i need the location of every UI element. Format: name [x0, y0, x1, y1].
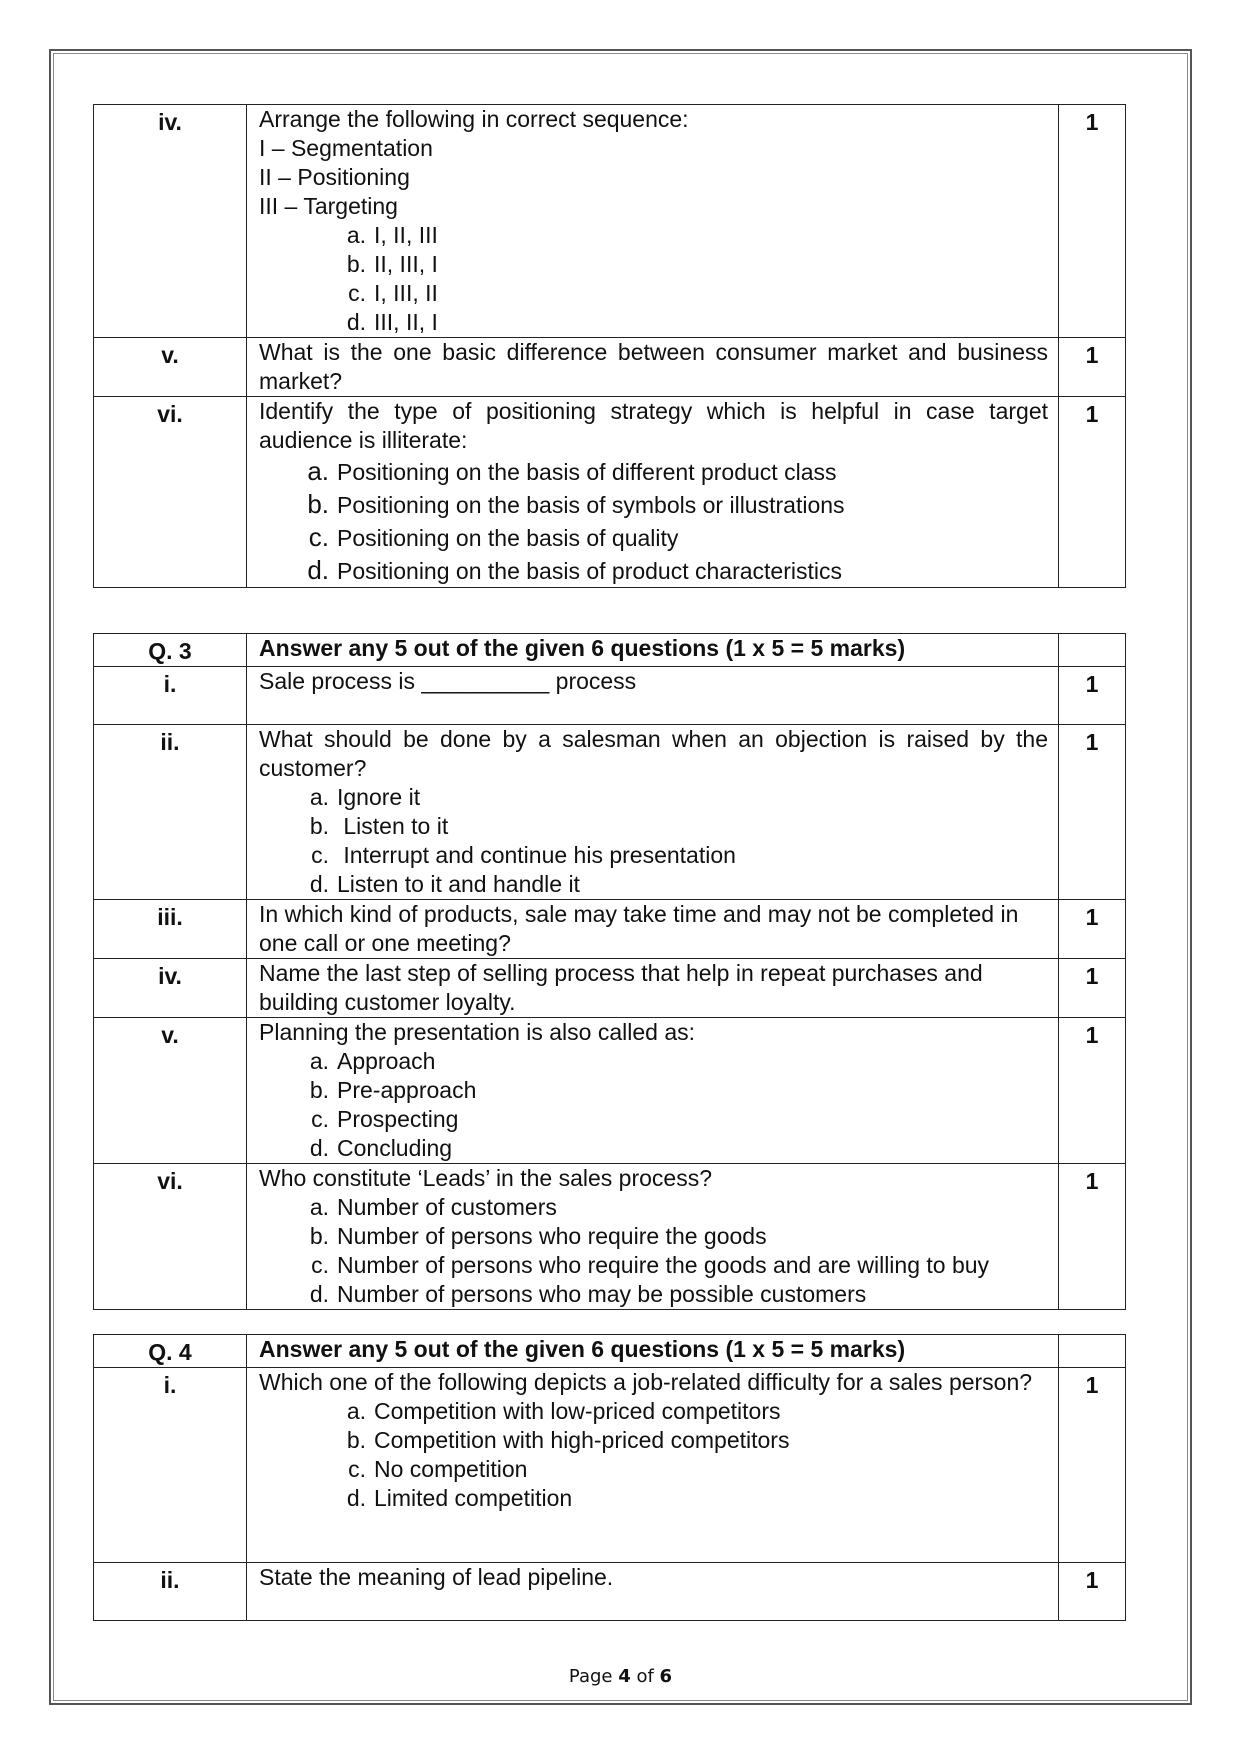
- question-line: I – Segmentation: [259, 135, 433, 161]
- option-text: I, III, II: [374, 280, 438, 306]
- section-header-row: [94, 1335, 1126, 1368]
- question-row: [94, 1164, 1126, 1310]
- question-text: Sale process is __________ process: [247, 667, 1059, 725]
- question-row: [94, 1563, 1126, 1621]
- option-letter: c.: [348, 1456, 366, 1482]
- question-row: [94, 105, 1126, 338]
- marks-cell: 1: [1059, 959, 1126, 1018]
- option-letter: b.: [309, 1223, 329, 1249]
- question-number: vi.: [94, 397, 247, 588]
- question-stem: Planning the presentation is also called as:: [259, 1019, 696, 1045]
- marks-cell: 1: [1059, 397, 1126, 588]
- page-footer: [0, 1666, 1241, 1687]
- total-page-count: 6: [659, 1666, 673, 1687]
- option-letter: d.: [309, 1281, 329, 1307]
- question-text: [247, 1368, 1059, 1563]
- q2-continuation-table: [93, 104, 1126, 588]
- option-letter: b.: [346, 1427, 366, 1453]
- marks-cell: [1059, 1335, 1126, 1368]
- option-text: Limited competition: [374, 1485, 573, 1511]
- question-row: [94, 1368, 1126, 1563]
- option-text: Listen to it and handle it: [337, 871, 580, 897]
- option-item: [259, 221, 1048, 250]
- question-text: Name the last step of selling process that help in repeat purchases and building customer loyalty.: [247, 959, 1059, 1018]
- question-text: [247, 725, 1059, 900]
- question-text: [247, 397, 1059, 588]
- option-item: [259, 1484, 1048, 1513]
- option-letter: a.: [346, 222, 366, 248]
- option-letter: d.: [346, 1485, 366, 1511]
- question-number: iv.: [94, 959, 247, 1018]
- question-row: [94, 397, 1126, 588]
- option-letter: b.: [309, 813, 329, 839]
- footer-mid: of: [630, 1666, 660, 1687]
- option-letter: c.: [308, 522, 329, 552]
- option-letter: a.: [309, 784, 329, 810]
- question-line: Arrange the following in correct sequence:: [259, 106, 689, 132]
- options-list: [259, 783, 1048, 899]
- option-item: [259, 1251, 1048, 1280]
- question-number: iv.: [94, 105, 247, 338]
- question-row: [94, 725, 1126, 900]
- option-text: Positioning on the basis of different product class: [337, 459, 837, 485]
- question-row: [94, 667, 1126, 725]
- option-item: [259, 1397, 1048, 1426]
- option-item: [259, 521, 1048, 554]
- option-text: Interrupt and continue his presentation: [337, 842, 736, 868]
- option-item: [259, 783, 1048, 812]
- question-number: v.: [94, 1018, 247, 1164]
- option-item: [259, 841, 1048, 870]
- current-page-number: 4: [618, 1666, 631, 1687]
- option-item: [259, 250, 1048, 279]
- option-item: [259, 1222, 1048, 1251]
- question-text: What is the one basic difference between consumer market and business market?: [247, 338, 1059, 397]
- footer-prefix: Page: [568, 1666, 619, 1687]
- question-text: [247, 105, 1059, 338]
- question-row: [94, 338, 1126, 397]
- option-letter: a.: [346, 1398, 366, 1424]
- option-letter: d.: [307, 555, 329, 585]
- option-text: Concluding: [337, 1135, 453, 1161]
- marks-cell: [1059, 634, 1126, 667]
- option-text: Competition with low-priced competitors: [374, 1398, 781, 1424]
- option-text: Listen to it: [337, 813, 449, 839]
- option-letter: d.: [309, 1135, 329, 1161]
- option-text: Approach: [337, 1048, 436, 1074]
- option-item: [259, 554, 1048, 587]
- option-letter: d.: [309, 871, 329, 897]
- q4-table: [93, 1334, 1126, 1621]
- option-text: Number of persons who require the goods: [337, 1223, 767, 1249]
- question-number: i.: [94, 667, 247, 725]
- option-letter: c.: [311, 1252, 329, 1278]
- option-item: [259, 1134, 1048, 1163]
- section-label: Q. 3: [94, 634, 247, 667]
- option-text: Positioning on the basis of symbols or illustrations: [337, 492, 845, 518]
- option-letter: c.: [311, 842, 329, 868]
- option-item: [259, 455, 1048, 488]
- option-text: III, II, I: [374, 309, 438, 335]
- section-instruction: Answer any 5 out of the given 6 questions (1 x 5 = 5 marks): [247, 1335, 1059, 1368]
- question-number: iii.: [94, 900, 247, 959]
- option-letter: a.: [307, 456, 329, 486]
- option-text: Number of persons who may be possible customers: [337, 1281, 867, 1307]
- options-list: [259, 1397, 1048, 1513]
- option-item: [259, 1455, 1048, 1484]
- option-item: [259, 1193, 1048, 1222]
- option-item: [259, 308, 1048, 337]
- option-text: I, II, III: [374, 222, 438, 248]
- option-text: Competition with high-priced competitors: [374, 1427, 790, 1453]
- question-number: v.: [94, 338, 247, 397]
- marks-cell: 1: [1059, 338, 1126, 397]
- question-text: State the meaning of lead pipeline.: [247, 1563, 1059, 1621]
- options-list: [259, 221, 1048, 337]
- option-letter: a.: [309, 1194, 329, 1220]
- option-item: [259, 488, 1048, 521]
- question-row: [94, 900, 1126, 959]
- q3-table: [93, 633, 1126, 1310]
- marks-cell: 1: [1059, 1018, 1126, 1164]
- options-list: [259, 455, 1048, 587]
- option-text: Pre-approach: [337, 1077, 477, 1103]
- option-letter: d.: [346, 309, 366, 335]
- option-item: [259, 1280, 1048, 1309]
- option-item: [259, 812, 1048, 841]
- option-item: [259, 1076, 1048, 1105]
- question-line: III – Targeting: [259, 193, 398, 219]
- section-label: Q. 4: [94, 1335, 247, 1368]
- option-text: Number of persons who require the goods and are willing to buy: [337, 1252, 990, 1278]
- marks-cell: 1: [1059, 1368, 1126, 1563]
- option-letter: b.: [309, 1077, 329, 1103]
- option-item: [259, 279, 1048, 308]
- question-text: In which kind of products, sale may take time and may not be completed in one call or one meeting?: [247, 900, 1059, 959]
- option-item: [259, 1426, 1048, 1455]
- marks-cell: 1: [1059, 900, 1126, 959]
- option-letter: b.: [346, 251, 366, 277]
- option-item: [259, 870, 1048, 899]
- option-letter: a.: [309, 1048, 329, 1074]
- question-stem: Who constitute ‘Leads’ in the sales process?: [259, 1165, 713, 1191]
- option-text: No competition: [374, 1456, 528, 1482]
- option-letter: b.: [307, 489, 329, 519]
- marks-cell: 1: [1059, 725, 1126, 900]
- question-row: [94, 1018, 1126, 1164]
- option-text: Number of customers: [337, 1194, 557, 1220]
- option-letter: c.: [311, 1106, 329, 1132]
- marks-cell: 1: [1059, 1164, 1126, 1310]
- option-text: Ignore it: [337, 784, 421, 810]
- question-row: [94, 959, 1126, 1018]
- question-text: [247, 1164, 1059, 1310]
- option-item: [259, 1047, 1048, 1076]
- question-stem: Identify the type of positioning strategy which is helpful in case target audience is illiterate:: [259, 398, 1048, 453]
- question-number: i.: [94, 1368, 247, 1563]
- question-stem: Which one of the following depicts a job-related difficulty for a sales person?: [259, 1369, 1033, 1395]
- option-text: Positioning on the basis of quality: [337, 525, 679, 551]
- question-number: ii.: [94, 725, 247, 900]
- options-list: [259, 1047, 1048, 1163]
- question-stem: What should be done by a salesman when an objection is raised by the customer?: [259, 726, 1048, 781]
- marks-cell: 1: [1059, 1563, 1126, 1621]
- options-list: [259, 1193, 1048, 1309]
- question-number: vi.: [94, 1164, 247, 1310]
- option-letter: c.: [348, 280, 366, 306]
- marks-cell: 1: [1059, 105, 1126, 338]
- section-instruction: Answer any 5 out of the given 6 questions (1 x 5 = 5 marks): [247, 634, 1059, 667]
- section-header-row: [94, 634, 1126, 667]
- option-text: Positioning on the basis of product characteristics: [337, 558, 842, 584]
- option-text: Prospecting: [337, 1106, 459, 1132]
- question-line: II – Positioning: [259, 164, 410, 190]
- question-number: ii.: [94, 1563, 247, 1621]
- option-item: [259, 1105, 1048, 1134]
- question-text: [247, 1018, 1059, 1164]
- marks-cell: 1: [1059, 667, 1126, 725]
- option-text: II, III, I: [374, 251, 438, 277]
